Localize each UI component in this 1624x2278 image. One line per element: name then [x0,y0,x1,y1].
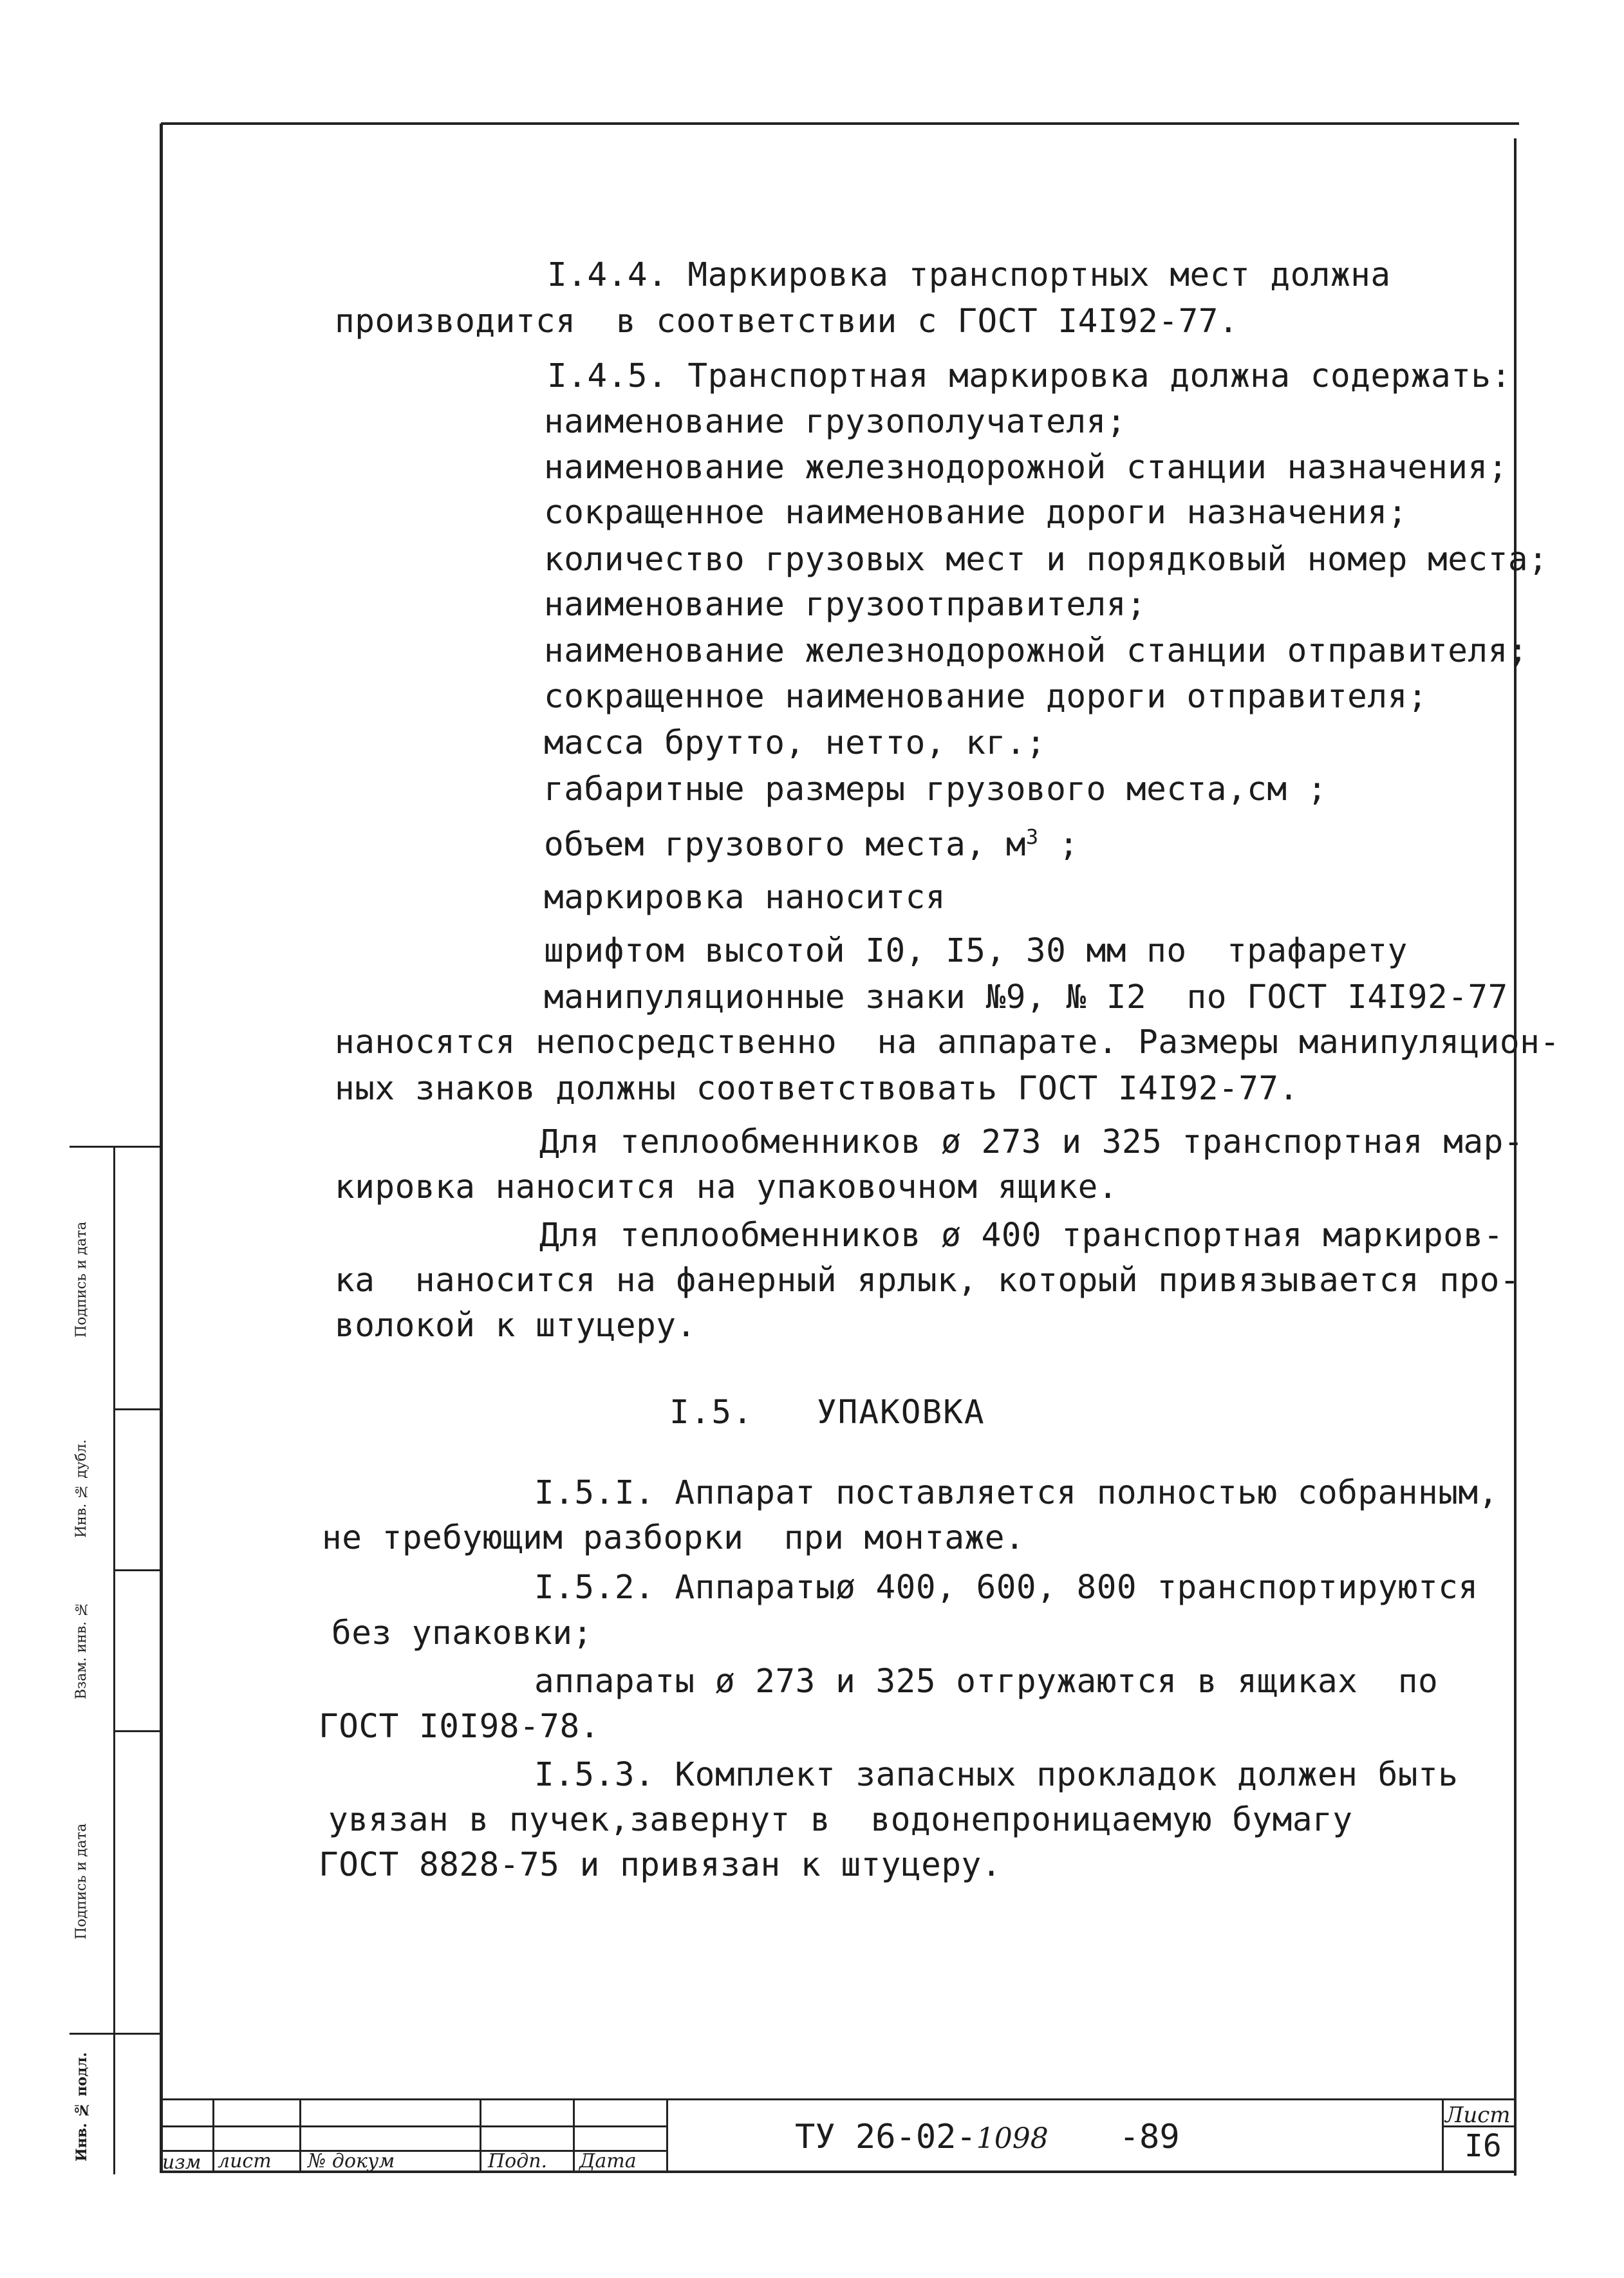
text-line: кировка наносится на упаковочном ящике. [335,1168,1118,1206]
sheet-number: I6 [1464,2128,1502,2164]
text-line: шрифтом высотой I0, I5, 30 мм по трафарету [544,932,1408,970]
title-block-border [480,2098,481,2172]
text-line: ка наносится на фанерный ярлык, который привязывается про- [335,1262,1520,1300]
text-line: Для теплообменников ø 273 и 325 транспортная мар- [539,1123,1524,1161]
text-line: маркировка наносится [544,879,946,917]
text-line: количество грузовых мест и порядковый номер места; [544,541,1549,579]
superscript-3: 3 [1025,825,1039,849]
label-sheet: Лист [1445,2102,1511,2128]
text-line: сокращенное наименование дороги назначения; [544,494,1408,532]
stamp-divider [113,1408,161,1410]
title-block-border [573,2098,575,2172]
stamp-divider [70,2033,161,2035]
text-fragment: объем грузового места, м [544,826,1026,864]
text-line: I.5.I. Аппарат поставляется полностью собранным, [534,1474,1498,1512]
text-line: Для теплообменников ø 400 транспортная маркиров- [539,1217,1504,1255]
text-line: наименование грузополучателя; [544,403,1126,441]
text-line: без упаковки; [331,1614,593,1652]
doc-code-prefix: ТУ 26-02- [795,2118,976,2156]
text-line: I.4.4. Маркировка транспортных мест должна [547,256,1391,294]
section-heading: I.5. УПАКОВКА [669,1394,985,1432]
title-block-border [161,2098,1515,2100]
stamp-label-inv-dubl: Инв. № дубл. [73,1439,89,1538]
stamp-divider [113,1730,161,1732]
text-line: наименование грузоотправителя; [544,586,1147,624]
label-n-dokum: № докум [308,2150,395,2172]
text-line: не требующим разборки при монтаже. [322,1519,1025,1557]
doc-code-suffix: -89 [1119,2118,1180,2156]
label-podp: Подп. [488,2150,548,2172]
text-line: ГОСТ I0I98-78. [319,1708,600,1746]
text-line: манипуляционные знаки №9, № I2 по ГОСТ I4I92-77 [544,978,1508,1016]
document-code [795,2118,1180,2156]
text-line: I.4.5. Транспортная маркировка должна содержать: [547,357,1511,395]
text-line: I.5.2. Аппаратыø 400, 600, 800 транспортируются [534,1569,1479,1607]
text-line: наименование железнодорожной станции назначения; [544,449,1508,487]
text-line: производится в соответствии с ГОСТ I4I92-77. [335,303,1239,341]
stamp-divider [113,1148,115,2174]
title-block-border [161,2125,666,2127]
text-fragment: ; [1038,826,1079,864]
text-line: габаритные размеры грузового места,см ; [544,770,1327,808]
text-line: наименование железнодорожной станции отправителя; [544,632,1529,670]
text-line: ных знаков должны соответствовать ГОСТ I4I92-77. [335,1070,1299,1108]
title-block-border [299,2098,301,2172]
text-line: ГОСТ 8828-75 и привязан к штуцеру. [319,1846,1002,1884]
title-block-border [212,2098,214,2172]
label-data: Дата [579,2150,637,2172]
title-block [161,2098,1515,2172]
text-line: волокой к штуцеру. [335,1307,696,1345]
text-line: I.5.3. Комплект запасных прокладок должен быть [534,1756,1459,1794]
side-stamp [70,1146,161,2174]
text-line [544,817,1079,864]
frame-top-border [161,122,1519,125]
doc-code-number: 1098 [976,2122,1049,2155]
text-line: увязан в пучек,завернут в водонепроницаемую бумагу [328,1801,1353,1839]
text-line: наносятся непосредственно на аппарате. Размеры манипуляцион- [335,1023,1560,1061]
title-block-border [1442,2098,1444,2172]
stamp-label-vzam-inv: Взам. инв. № [73,1600,89,1699]
text-line: аппараты ø 273 и 325 отгружаются в ящиках по [534,1663,1439,1701]
stamp-label-podpis-data-2: Подпись и дата [73,1823,89,1940]
title-block-border [666,2098,668,2172]
stamp-label-inv-podl: Инв. № подл. [73,2052,90,2161]
text-line: сокращенное наименование дороги отправителя; [544,678,1428,716]
label-izm: изм [162,2151,201,2174]
stamp-label-podpis-data: Подпись и дата [73,1221,89,1338]
text-line: масса брутто, нетто, кг.; [544,724,1047,762]
label-list: лист [218,2150,272,2172]
stamp-divider [113,1569,161,1571]
